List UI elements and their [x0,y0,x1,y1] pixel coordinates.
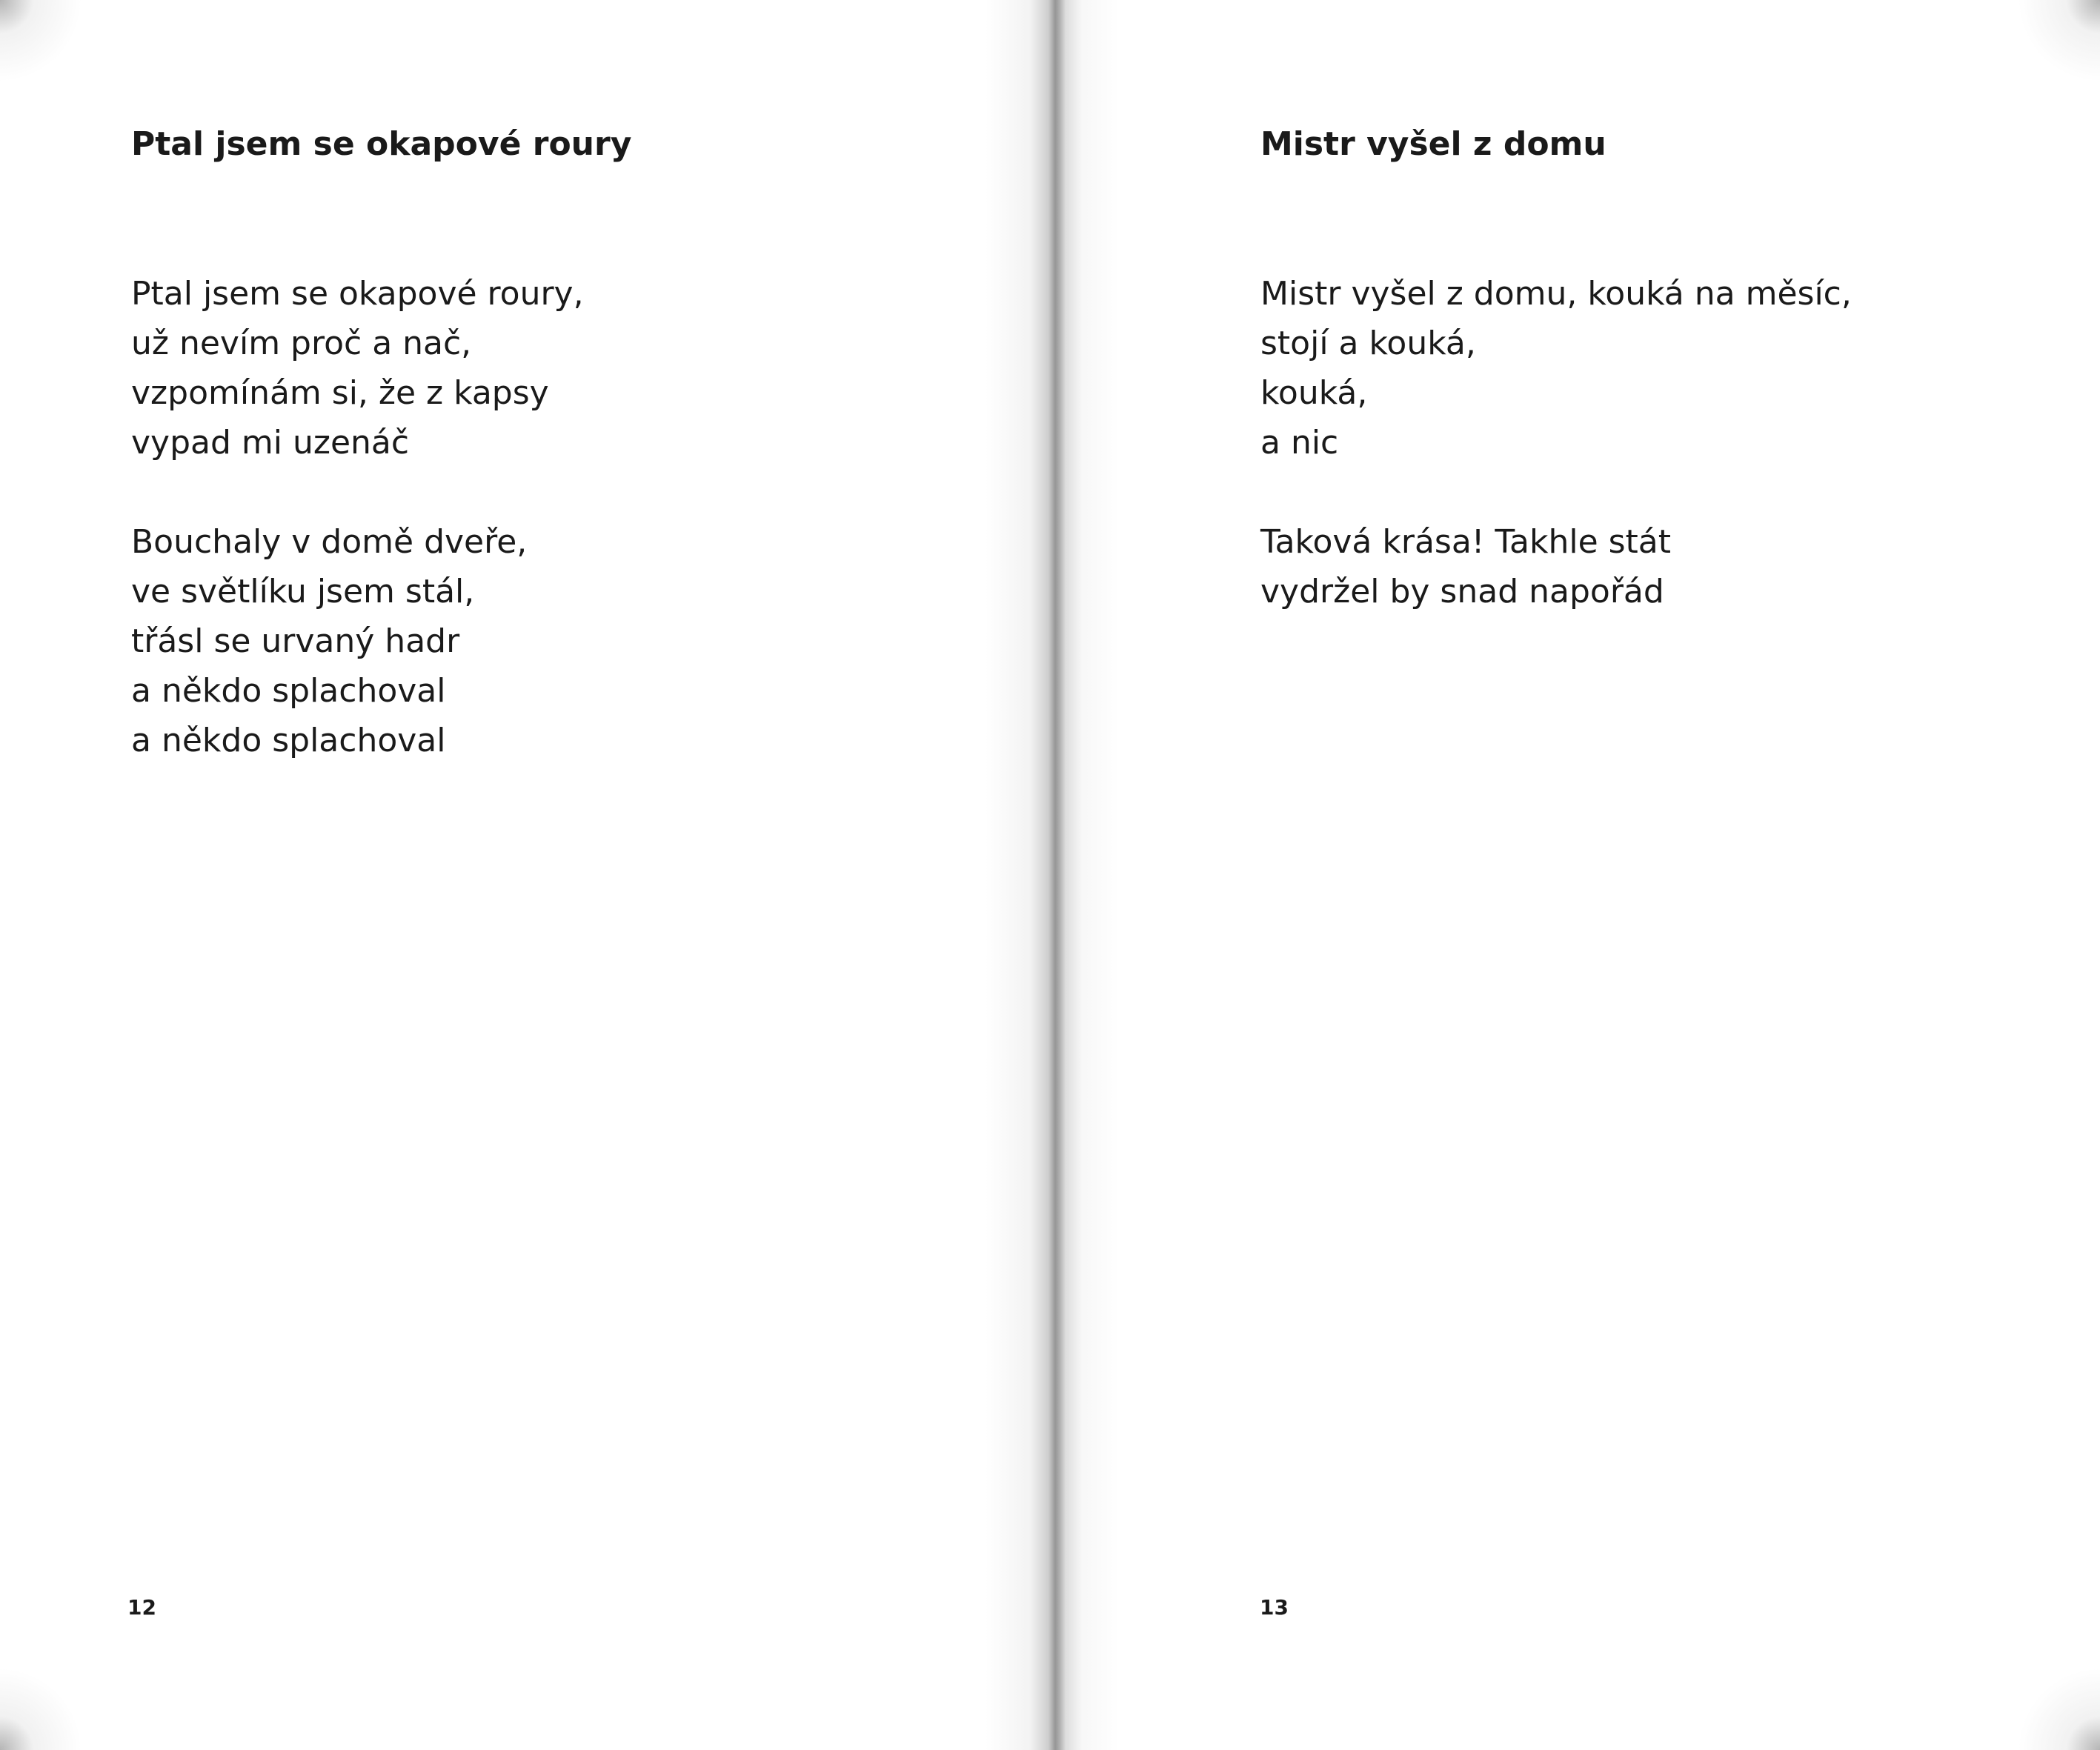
poem-line: vydržel by snad napořád [1260,573,1664,610]
poem-body [131,269,584,815]
poem-title: Mistr vyšel z domu [1260,125,1606,163]
poem-line: třásl se urvaný hadr [131,622,460,660]
stanza [1260,517,1852,616]
poem-title: Ptal jsem se okapové roury [131,125,632,163]
poem-line: a někdo splachoval [131,672,446,710]
poem-line: už nevím proč a nač, [131,325,472,362]
page-number: 12 [127,1595,156,1620]
poem-line: a nic [1260,424,1339,462]
poem-line: kouká, [1260,374,1368,412]
stanza [1260,269,1852,468]
stanza [131,269,584,468]
poem-body [1260,269,1852,666]
poem-line: Mistr vyšel z domu, kouká na měsíc, [1260,275,1852,313]
poem-line: Taková krása! Takhle stát [1260,523,1672,561]
stanza [131,517,584,765]
left-page [0,0,986,1750]
right-page [1060,0,2100,1750]
poem-line: stojí a kouká, [1260,325,1476,362]
poem-line: Bouchaly v domě dveře, [131,523,528,561]
poem-line: ve světlíku jsem stál, [131,573,475,610]
page-number: 13 [1260,1595,1289,1620]
poem-line: vypad mi uzenáč [131,424,410,462]
poem-line: vzpomínám si, že z kapsy [131,374,549,412]
poem-line: Ptal jsem se okapové roury, [131,275,584,313]
poem-line: a někdo splachoval [131,722,446,759]
